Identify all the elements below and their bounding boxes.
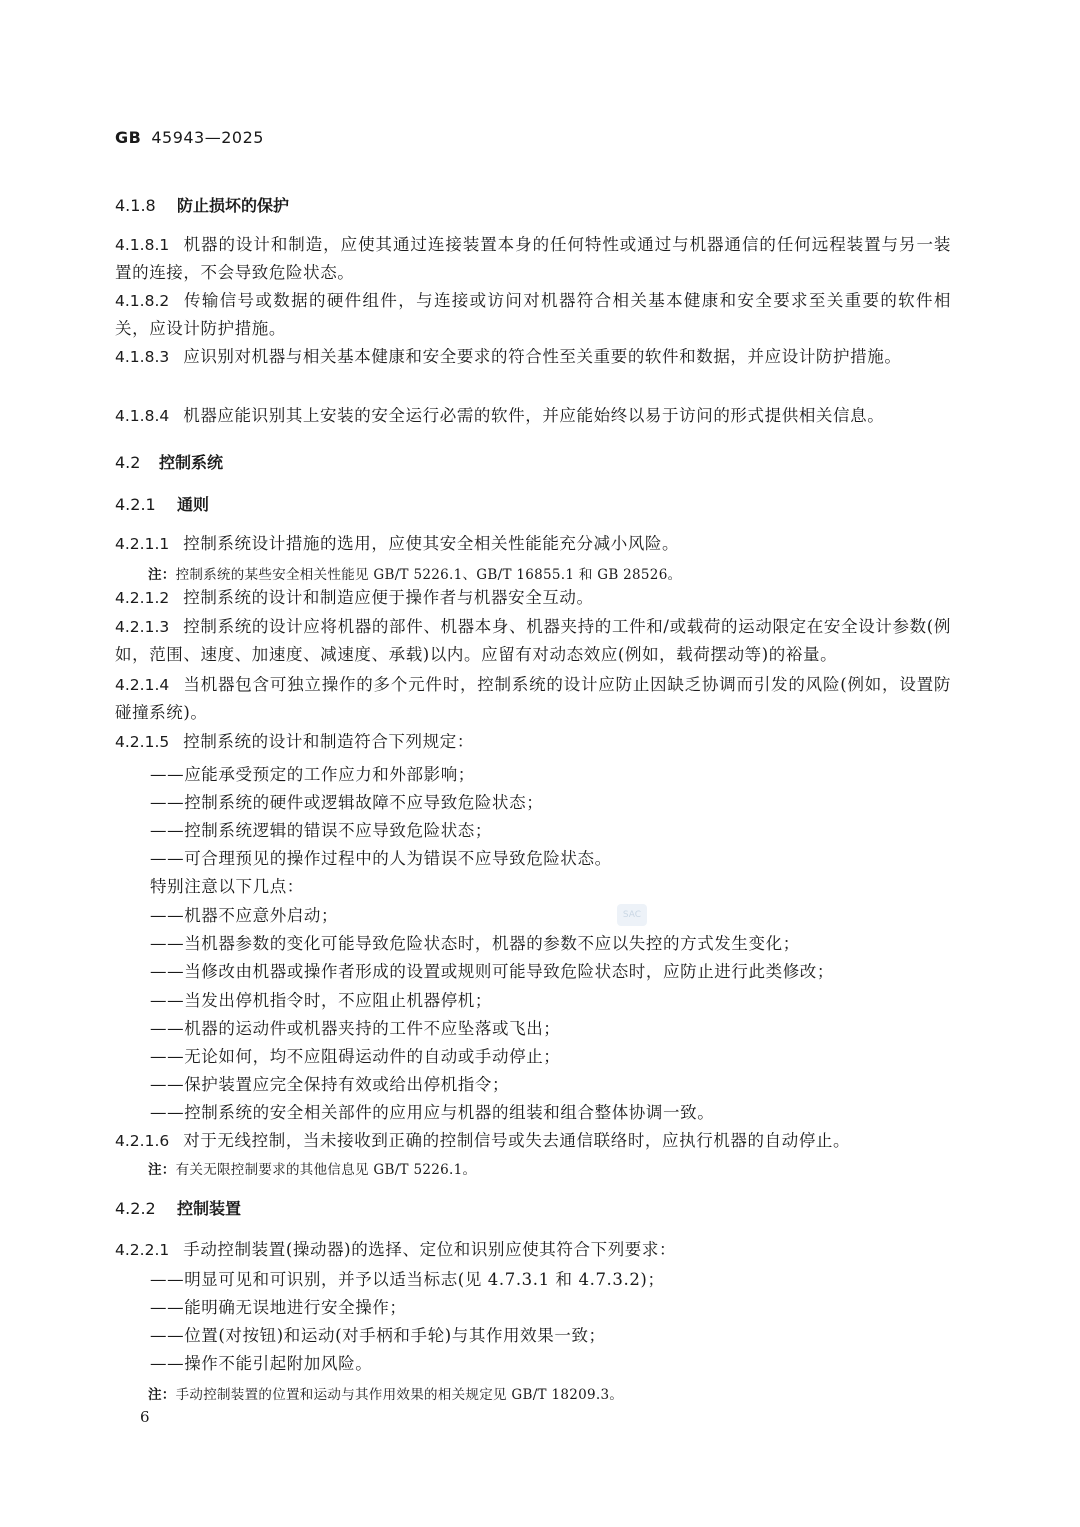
section-number: 4.2.1 — [115, 495, 156, 514]
document-header — [115, 128, 264, 147]
section-title: 控制系统 — [159, 453, 224, 472]
note-text: 控制系统的某些安全相关性能见 GB/T 5226.1、GB/T 16855.1 和 GB 28526。 — [175, 567, 682, 583]
list-item: ——机器不应意外启动； — [150, 906, 339, 925]
list-item: ——当发出停机指令时，不应阻止机器停机； — [150, 991, 492, 1010]
clause-text: 传输信号或数据的硬件组件，与连接或访问对机器符合相关基本健康和安全要求至关重要的软件相关，应设计防护措施。 — [115, 291, 951, 338]
clause-number: 4.2.1.1 — [115, 535, 170, 553]
attention-line: 特别注意以下几点： — [150, 877, 304, 896]
clause-4-2-1-2 — [115, 584, 951, 612]
clause-number: 4.2.1.2 — [115, 589, 170, 607]
clause-4-1-8-4 — [115, 402, 951, 430]
list-item: ——可合理预见的操作过程中的人为错误不应导致危险状态。 — [150, 849, 612, 868]
page-number: 6 — [140, 1408, 150, 1426]
standard-prefix: GB — [115, 128, 142, 147]
section-title: 防止损坏的保护 — [177, 196, 290, 215]
list-item: ——控制系统的安全相关部件的应用应与机器的组装和组合整体协调一致。 — [150, 1103, 715, 1122]
clause-text: 对于无线控制，当未接收到正确的控制信号或失去通信联络时，应执行机器的自动停止。 — [183, 1131, 851, 1150]
note-1 — [148, 563, 681, 583]
note-2 — [148, 1158, 476, 1178]
clause-4-2-1-3 — [115, 613, 951, 669]
clause-4-1-8-2 — [115, 287, 951, 343]
clause-text: 控制系统的设计和制造符合下列规定： — [183, 732, 474, 751]
standard-code: 45943—2025 — [151, 128, 264, 147]
clause-number: 4.1.8.3 — [115, 348, 170, 366]
list-item: ——应能承受预定的工作应力和外部影响； — [150, 765, 475, 784]
clause-4-1-8-1 — [115, 231, 951, 287]
list-item: ——控制系统逻辑的错误不应导致危险状态； — [150, 821, 492, 840]
list-item: ——机器的运动件或机器夹持的工件不应坠落或飞出； — [150, 1019, 561, 1038]
list-item: ——操作不能引起附加风险。 — [150, 1354, 373, 1373]
section-number: 4.2.2 — [115, 1199, 156, 1218]
note-3 — [148, 1383, 623, 1403]
list-item: ——控制系统的硬件或逻辑故障不应导致危险状态； — [150, 793, 544, 812]
clause-4-2-1-1 — [115, 530, 951, 558]
section-4-2-2 — [115, 1196, 241, 1219]
clause-text: 控制系统设计措施的选用，应使其安全相关性能能充分减小风险。 — [183, 534, 680, 553]
section-4-2 — [115, 450, 223, 473]
clause-number: 4.2.1.6 — [115, 1132, 170, 1150]
section-number: 4.1.8 — [115, 196, 156, 215]
clause-text: 应识别对机器与相关基本健康和安全要求的符合性至关重要的软件和数据，并应设计防护措施。 — [183, 347, 902, 366]
watermark-logo: SAC — [617, 904, 647, 926]
clause-4-2-1-6 — [115, 1127, 951, 1155]
clause-number: 4.2.1.5 — [115, 733, 170, 751]
clause-4-2-1-4 — [115, 671, 951, 727]
note-label: 注： — [148, 1162, 176, 1178]
clause-text: 机器的设计和制造，应使其通过连接装置本身的任何特性或通过与机器通信的任何远程装置与另一装置的连接，不会导致危险状态。 — [115, 235, 951, 282]
list-item: ——当机器参数的变化可能导致危险状态时，机器的参数不应以失控的方式发生变化； — [150, 934, 800, 953]
note-label: 注： — [148, 567, 176, 583]
section-title: 控制装置 — [177, 1199, 242, 1218]
note-text: 有关无限控制要求的其他信息见 GB/T 5226.1。 — [175, 1162, 477, 1178]
clause-text: 控制系统的设计应将机器的部件、机器本身、机器夹持的工件和/或载荷的运动限定在安全设计参数(例如，范围、速度、加速度、减速度、承载)以内。应留有对动态效应(例如，载荷摆动等)的裕量。 — [115, 617, 951, 664]
section-number: 4.2 — [115, 453, 141, 472]
section-title: 通则 — [177, 495, 210, 514]
clause-number: 4.2.1.4 — [115, 676, 170, 694]
list-item: ——无论如何，均不应阻碍运动件的自动或手动停止； — [150, 1047, 561, 1066]
section-4-2-1 — [115, 492, 209, 515]
section-4-1-8 — [115, 193, 289, 216]
clause-4-2-1-5 — [115, 728, 951, 756]
clause-text: 机器应能识别其上安装的安全运行必需的软件，并应能始终以易于访问的形式提供相关信息。 — [183, 406, 885, 425]
list-item: ——明显可见和可识别，并予以适当标志(见 4.7.3.1 和 4.7.3.2)； — [150, 1270, 665, 1289]
clause-4-1-8-3 — [115, 343, 951, 371]
clause-number: 4.1.8.1 — [115, 236, 170, 254]
note-label: 注： — [148, 1387, 176, 1403]
clause-number: 4.1.8.2 — [115, 292, 170, 310]
clause-4-2-2-1 — [115, 1236, 951, 1264]
clause-text: 手动控制装置(操动器)的选择、定位和识别应使其符合下列要求： — [183, 1240, 677, 1259]
list-item: ——保护装置应完全保持有效或给出停机指令； — [150, 1075, 510, 1094]
list-item: ——位置(对按钮)和运动(对手柄和手轮)与其作用效果一致； — [150, 1326, 606, 1345]
list-item: ——能明确无误地进行安全操作； — [150, 1298, 407, 1317]
clause-number: 4.2.1.3 — [115, 618, 170, 636]
clause-number: 4.1.8.4 — [115, 407, 170, 425]
clause-text: 控制系统的设计和制造应便于操作者与机器安全互动。 — [183, 588, 594, 607]
list-item: ——当修改由机器或操作者形成的设置或规则可能导致危险状态时，应防止进行此类修改； — [150, 962, 834, 981]
note-text: 手动控制装置的位置和运动与其作用效果的相关规定见 GB/T 18209.3。 — [175, 1387, 624, 1403]
clause-text: 当机器包含可独立操作的多个元件时，控制系统的设计应防止因缺乏协调而引发的风险(例如，设置防碰撞系统)。 — [115, 675, 951, 722]
clause-number: 4.2.2.1 — [115, 1241, 170, 1259]
